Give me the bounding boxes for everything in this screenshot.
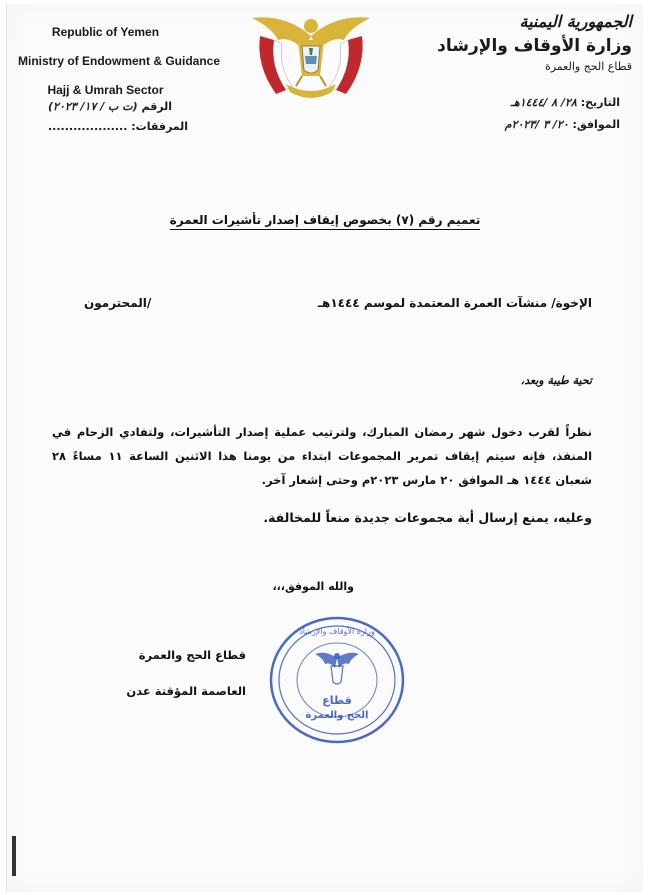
stamp-center-line2: الحج والعمرة (305, 710, 369, 721)
arabic-header-ministry: وزارة الأوقاف والإرشاد (437, 36, 632, 56)
hijri-date (511, 96, 620, 109)
decision-line: وعليه، يمنع إرسال أية مجموعات جديدة منعاً للمخالفة. (263, 510, 592, 525)
yemen-emblem-icon (246, 6, 376, 104)
attachments-value: ................... (48, 120, 128, 133)
reference-number (48, 100, 172, 113)
english-header (18, 18, 221, 105)
signature-city: العاصمة المؤقتة عدن (126, 684, 246, 698)
english-header-country: Republic of Yemen (51, 25, 160, 39)
reference-label: الرقم (141, 100, 173, 113)
stamp-center-line1: قطاع (322, 694, 352, 707)
stamp-ring-text: وزارة الأوقاف والإرشاد (299, 627, 375, 636)
body-paragraph (52, 420, 592, 492)
closing-phrase: والله الموفق،،، (272, 580, 354, 593)
addressee-respect: /المحترمون (84, 296, 152, 310)
hijri-date-value: ٢٨/ ٨ /١٤٤٤هـ (510, 96, 577, 109)
margin-mark (12, 836, 16, 876)
official-stamp-icon (265, 610, 410, 750)
arabic-header-republic: الجمهورية اليمنية (519, 12, 632, 31)
english-header-sector: Hajj & Umrah Sector (47, 83, 164, 97)
arabic-header-sector: قطاع الحج والعمرة (544, 60, 632, 73)
gregorian-date-label: الموافق: (572, 118, 620, 131)
greeting: تحية طيبة وبعد، (520, 374, 592, 387)
subject-text: تعميم رقم (٧) بخصوص إيقاف إصدار تأشيرات العمرة (170, 213, 481, 230)
attachments (48, 120, 188, 133)
gregorian-date (505, 118, 620, 131)
gregorian-date-value: ٢٠/ ٣ /٢٠٢٣م (504, 118, 569, 131)
signature-sector: قطاع الحج والعمرة (138, 648, 246, 662)
subject-line (0, 213, 650, 227)
reference-value: (ت ب / ١٧/ ٢٠٢٣) (48, 100, 138, 113)
body-text: نظراً لقرب دخول شهر رمضان المبارك، ولترتيب عملية إصدار التأشيرات، ولتفادي الزحام في المنفذ، فإنه سيتم إيقاف تمرير المجموعات ابتداء من يومنا هذا الاثنين الساعة ١١ مساءً ٢٨ شعبان ١٤٤٤ هـ الموافق ٢٠ مارس ٢٠٢٣م وحتى إشعار آخر. (52, 425, 593, 487)
hijri-date-label: التاريخ: (580, 96, 620, 109)
attachments-label: المرفقات: (131, 120, 189, 133)
english-header-ministry: Ministry of Endowment & Guidance (18, 54, 221, 68)
addressee: الإخوة/ منشآت العمرة المعتمدة لموسم ١٤٤٤هـ (317, 296, 592, 310)
arabic-header (432, 10, 632, 76)
